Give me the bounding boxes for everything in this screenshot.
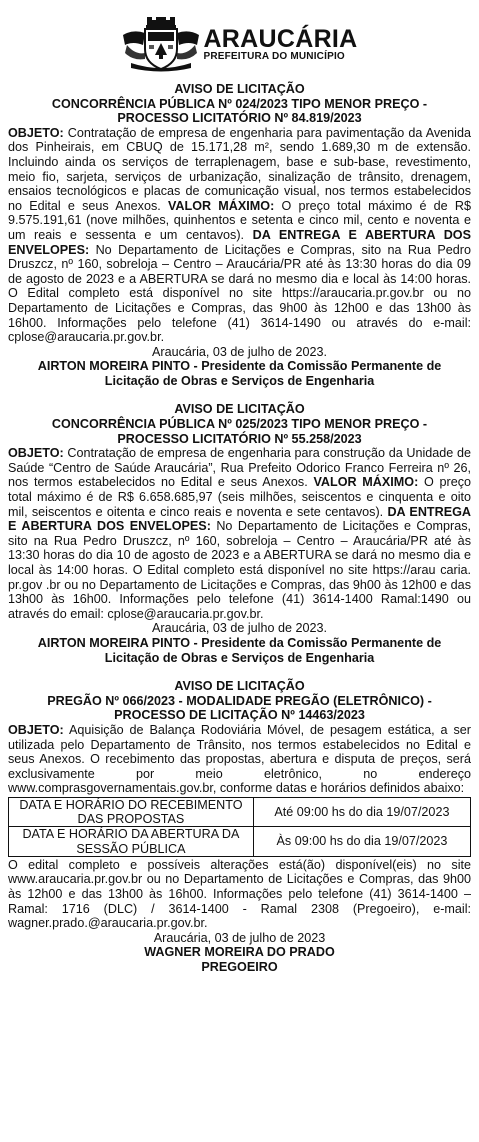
notice-heading: AVISO DE LICITAÇÃO bbox=[174, 402, 305, 417]
notice-title: CONCORRÊNCIA PÚBLICA Nº 025/2023 TIPO MENOR PREÇO - bbox=[51, 417, 428, 432]
closing-text: O edital completo e possíveis alterações está(ão) disponível(eis) no site www.araucaria.pr.gov.br ou no Departamento de Licitações e Compras, das 9h00 às 12h00 e das 13h00 às 16h00. Informações pelo telefone (41) 3614-1400 – Ramal: 1716 (DLC) / 3614-1400 - Ramal 2308 (Pregoeiro), e-mail: wagner.prado.@araucaria.pr.gov.br. bbox=[8, 857, 471, 931]
brand-subtitle: PREFEITURA DO MUNICÍPIO bbox=[203, 50, 345, 62]
schedule-table bbox=[8, 797, 471, 857]
notice-heading: AVISO DE LICITAÇÃO bbox=[174, 679, 305, 694]
municipal-crest-logo bbox=[121, 15, 201, 73]
entrega-label: DA ENTREGA E ABERTURA DOS ENVELOPES: bbox=[8, 504, 471, 534]
signature-line-2: Licitação de Obras e Serviços de Engenharia bbox=[104, 373, 375, 388]
newspaper-page bbox=[8, 0, 471, 974]
signature-line-1: AIRTON MOREIRA PINTO - Presidente da Comissão Permanente de bbox=[37, 635, 442, 650]
brand-name: ARAUCÁRIA bbox=[203, 24, 358, 53]
objeto-text: Aquisição de Balança Rodoviária Móvel, de pesagem estática, a ser utilizada pelo Departamento de Trânsito, nos termos estabelecidos no Edital e seus Anexos. O recebimento das propostas, abertura e disputa de preços, será exclusivamente por meio eletrônico, no endereço www.comprasgovernamentais.gov.br, conforme datas e horários definidos abaixo: bbox=[8, 722, 471, 796]
objeto-text: Contratação de empresa de engenharia para construção da Unidade de Saúde “Centro de Saúde Araucária”, Rua Prefeito Odorico Franco Ferreira nº 26, nos termos estabelecidos no Edital e seus Anexos. bbox=[8, 446, 471, 490]
notice-1 bbox=[8, 82, 471, 388]
objeto-label: OBJETO: bbox=[8, 125, 64, 140]
entrega-label: DA ENTREGA E ABERTURA DOS ENVELOPES: bbox=[8, 227, 471, 257]
notice-3 bbox=[8, 679, 471, 974]
notice-title: PREGÃO Nº 066/2023 - MODALIDADE PREGÃO (ELETRÔNICO) - bbox=[47, 693, 432, 708]
notice-date: Araucária, 03 de julho de 2023 bbox=[153, 930, 326, 945]
signature-line-1: WAGNER MOREIRA DO PRADO bbox=[144, 945, 335, 960]
notice-body bbox=[8, 126, 471, 345]
table-cell-label: DATA E HORÁRIO DA ABERTURA DA SESSÃO PÚBLICA bbox=[9, 827, 254, 856]
signature-line-2: Licitação de Obras e Serviços de Engenharia bbox=[104, 650, 375, 665]
signature-line-2: PREGOEIRO bbox=[201, 959, 278, 974]
valor-text: O preço total máximo é de R$ 6.658.685,97 (seis milhões, seiscentos e cinquenta e oito mil, seiscentos e oitenta e cinco reais e noventa e sete centavos). bbox=[8, 475, 472, 519]
notice-2 bbox=[8, 402, 471, 665]
valor-label: VALOR MÁXIMO: bbox=[167, 198, 275, 213]
valor-text: O preço total máximo é de R$ 9.575.191,61 (nove milhões, quinhentos e setenta e cinco mil, cento e noventa e um reais e sessenta e um centavos). bbox=[8, 198, 471, 242]
notice-body bbox=[8, 446, 471, 621]
table-row bbox=[9, 827, 471, 856]
notice-process-number: PROCESSO LICITATÓRIO Nº 55.258/2023 bbox=[117, 431, 362, 446]
table-cell-value: Até 09:00 hs do dia 19/07/2023 bbox=[253, 797, 470, 826]
objeto-label: OBJETO: bbox=[8, 446, 64, 461]
entrega-text: No Departamento de Licitações e Compras, sito na Rua Pedro Druszcz, nº 160, sobreloja – Centro – Araucária/PR até às 13:30 horas do dia 09 de agosto de 2023 e a ABERTURA se dará no mesmo dia e local às 14:00 horas. O Edital completo está disponível no site https://araucaria.pr.gov.br ou no Departamento de Licitações e Compras, das 9h00 às 12h00 e das 13h00 às 16h00. Informações pelo telefone (41) 3614-1490 ou através do e-mail: cplose@araucaria.pr.gov.br. bbox=[8, 242, 471, 345]
brand-block bbox=[203, 24, 358, 62]
notice-body bbox=[8, 723, 471, 796]
notice-date: Araucária, 03 de julho de 2023. bbox=[151, 621, 328, 636]
notice-process-number: PROCESSO LICITATÓRIO Nº 84.819/2023 bbox=[117, 111, 362, 126]
notice-title: CONCORRÊNCIA PÚBLICA Nº 024/2023 TIPO MENOR PREÇO - bbox=[51, 96, 428, 111]
entrega-text: No Departamento de Licitações e Compras, sito na Rua Pedro Druszcz, nº 160, sobreloja – Centro – Araucária/PR até às 13:30 horas do dia 10 de agosto de 2023 e a ABERTURA se dará no mesmo dia e local às 14:00 horas. O Edital completo está disponível no site https://arau caria. pr.gov .br ou no Departamento de Licitações e Compras, das 9h00 às 12h00 e das 13h00 às 16h00. Informações pelo telefone (41) 3614-1400 Ramal:1490 ou através do email: cplose@araucaria.pr.gov.br. bbox=[8, 519, 472, 621]
objeto-text: Contratação de empresa de engenharia para pavimentação da Avenida dos Pinheirais, em CBUQ de 15.171,28 m², sendo 1.689,30 m de extensão. Incluindo ainda os serviços de terraplenagem, base e sub-base, revestimento, meio fio, sarjeta, serviços de urbanização, sinalização de trânsito, drenagem, ensaios tecnológicos e placas de comunicação visual, nos termos estabelecidos no Edital e seus Anexos. bbox=[8, 125, 471, 213]
valor-label: VALOR MÁXIMO: bbox=[313, 475, 419, 490]
notice-date: Araucária, 03 de julho de 2023. bbox=[151, 344, 328, 359]
table-cell-label: DATA E HORÁRIO DO RECEBIMENTO DAS PROPOSTAS bbox=[9, 797, 254, 826]
signature-line-1: AIRTON MOREIRA PINTO - Presidente da Comissão Permanente de bbox=[37, 359, 442, 374]
table-row bbox=[9, 797, 471, 826]
notice-heading: AVISO DE LICITAÇÃO bbox=[174, 82, 305, 96]
header bbox=[8, 14, 471, 74]
objeto-label: OBJETO: bbox=[8, 722, 64, 737]
table-cell-value: Às 09:00 hs do dia 19/07/2023 bbox=[253, 827, 470, 856]
notice-process-number: PROCESSO DE LICITAÇÃO Nº 14463/2023 bbox=[114, 708, 365, 723]
